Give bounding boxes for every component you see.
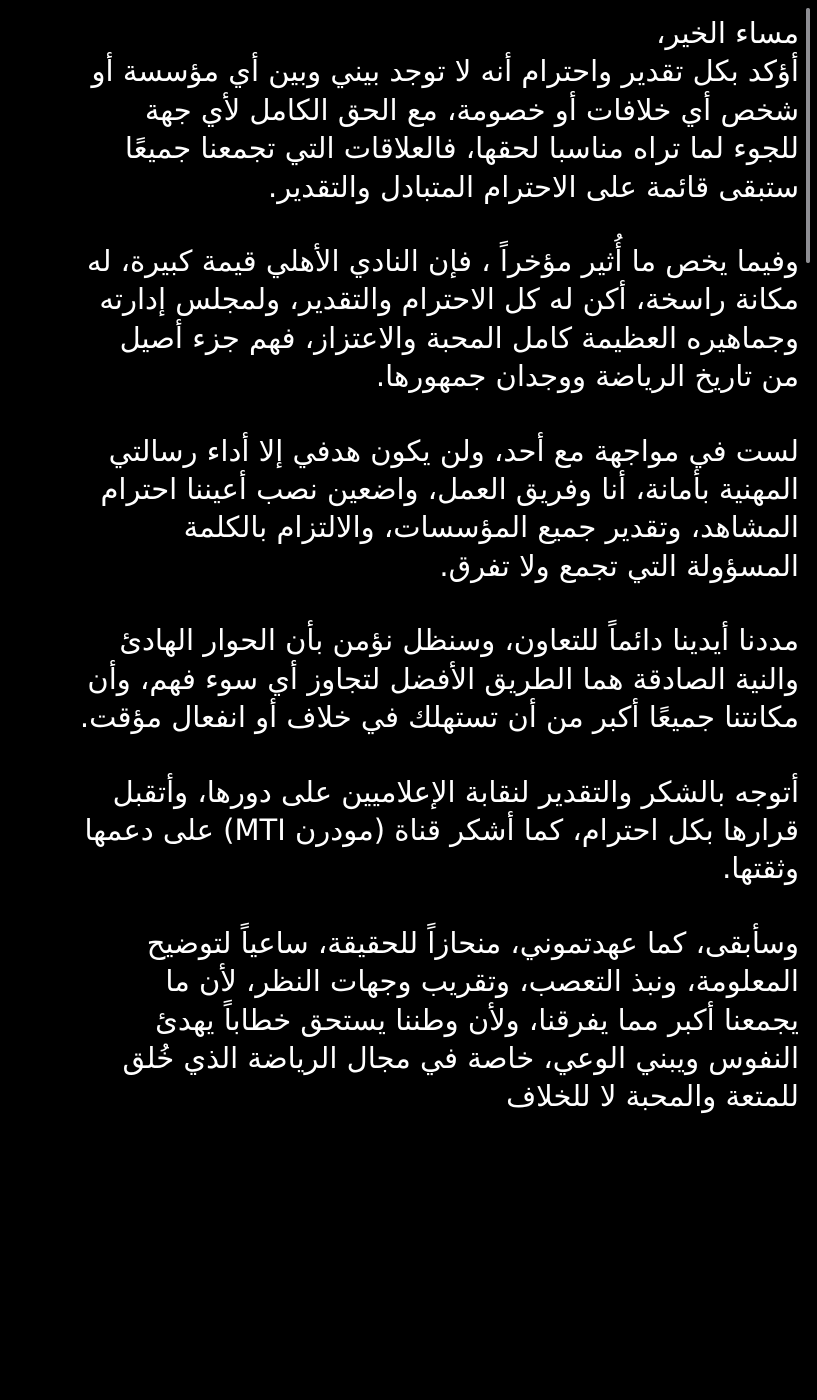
text-line: وثقتها. [722, 851, 799, 886]
text-line: من تاريخ الرياضة ووجدان جمهورها. [375, 359, 799, 394]
text-line: النفوس ويبني الوعي، خاصة في مجال الرياضة الذي خُلق [122, 1040, 799, 1075]
text-line: أؤكد بكل تقدير واحترام أنه لا توجد بيني وبين أي مؤسسة أو [91, 54, 799, 89]
note-text[interactable] [39, 14, 799, 1152]
text-line: قرارها بكل احترام، كما أشكر قناة (مودرن MTI) على دعمها [84, 812, 799, 847]
text-line: شخص أي خلافات أو خصومة، مع الحق الكامل لأي جهة [144, 92, 799, 127]
text-line: مكانة راسخة، أكن له كل الاحترام والتقدير، ولمجلس إدارته [99, 282, 799, 317]
text-line: يجمعنا أكبر مما يفرقنا، ولأن وطننا يستحق خطاباً يهدئ [155, 1002, 799, 1037]
text-line: ستبقى قائمة على الاحترام المتبادل والتقدير. [268, 169, 799, 204]
paragraph-cooperation [39, 621, 799, 736]
paragraph-ahly [39, 242, 799, 396]
text-line: وجماهيره العظيمة كامل المحبة والاعتزاز، فهم جزء أصيل [119, 320, 799, 355]
text-line: مساء الخير، [656, 16, 799, 50]
text-line: للجوء لما تراه مناسبا لحقها، فالعلاقات التي تجمعنا جميعًا [124, 131, 799, 166]
text-line: والنية الصادقة هما الطريق الأفضل لتجاوز أي سوء فهم، وأن [87, 661, 799, 696]
text-line: المسؤولة التي تجمع ولا تفرق. [439, 548, 799, 583]
text-line: للمتعة والمحبة لا للخلاف [506, 1079, 799, 1114]
text-line: وفيما يخص ما أُثير مؤخراً ، فإن النادي الأهلي قيمة كبيرة، له [87, 244, 799, 279]
scrollbar[interactable] [806, 8, 810, 263]
paragraph-closing [39, 924, 799, 1116]
text-line: مددنا أيدينا دائماً للتعاون، وسنظل نؤمن بأن الحوار الهادئ [119, 623, 799, 658]
text-line: المشاهد، وتقدير جميع المؤسسات، والالتزام بالكلمة [183, 510, 799, 545]
paragraph-greeting [39, 14, 799, 206]
text-line: المهنية بأمانة، أنا وفريق العمل، واضعين نصب أعيننا احترام [100, 472, 799, 507]
text-line: لست في مواجهة مع أحد، ولن يكون هدفي إلا أداء رسالتي [108, 433, 799, 468]
text-line: المعلومة، ونبذ التعصب، وتقريب وجهات النظر، لأن ما [165, 964, 799, 999]
text-line: مكانتنا جميعًا أكبر من أن تستهلك في خلاف أو انفعال مؤقت. [79, 700, 799, 735]
paragraph-mission [39, 432, 799, 586]
text-line: أتوجه بالشكر والتقدير لنقابة الإعلاميين على دورها، وأتقبل [112, 774, 799, 809]
paragraph-thanks [39, 773, 799, 888]
text-line: وسأبقى، كما عهدتموني، منحازاً للحقيقة، ساعياً لتوضيح [146, 925, 799, 960]
